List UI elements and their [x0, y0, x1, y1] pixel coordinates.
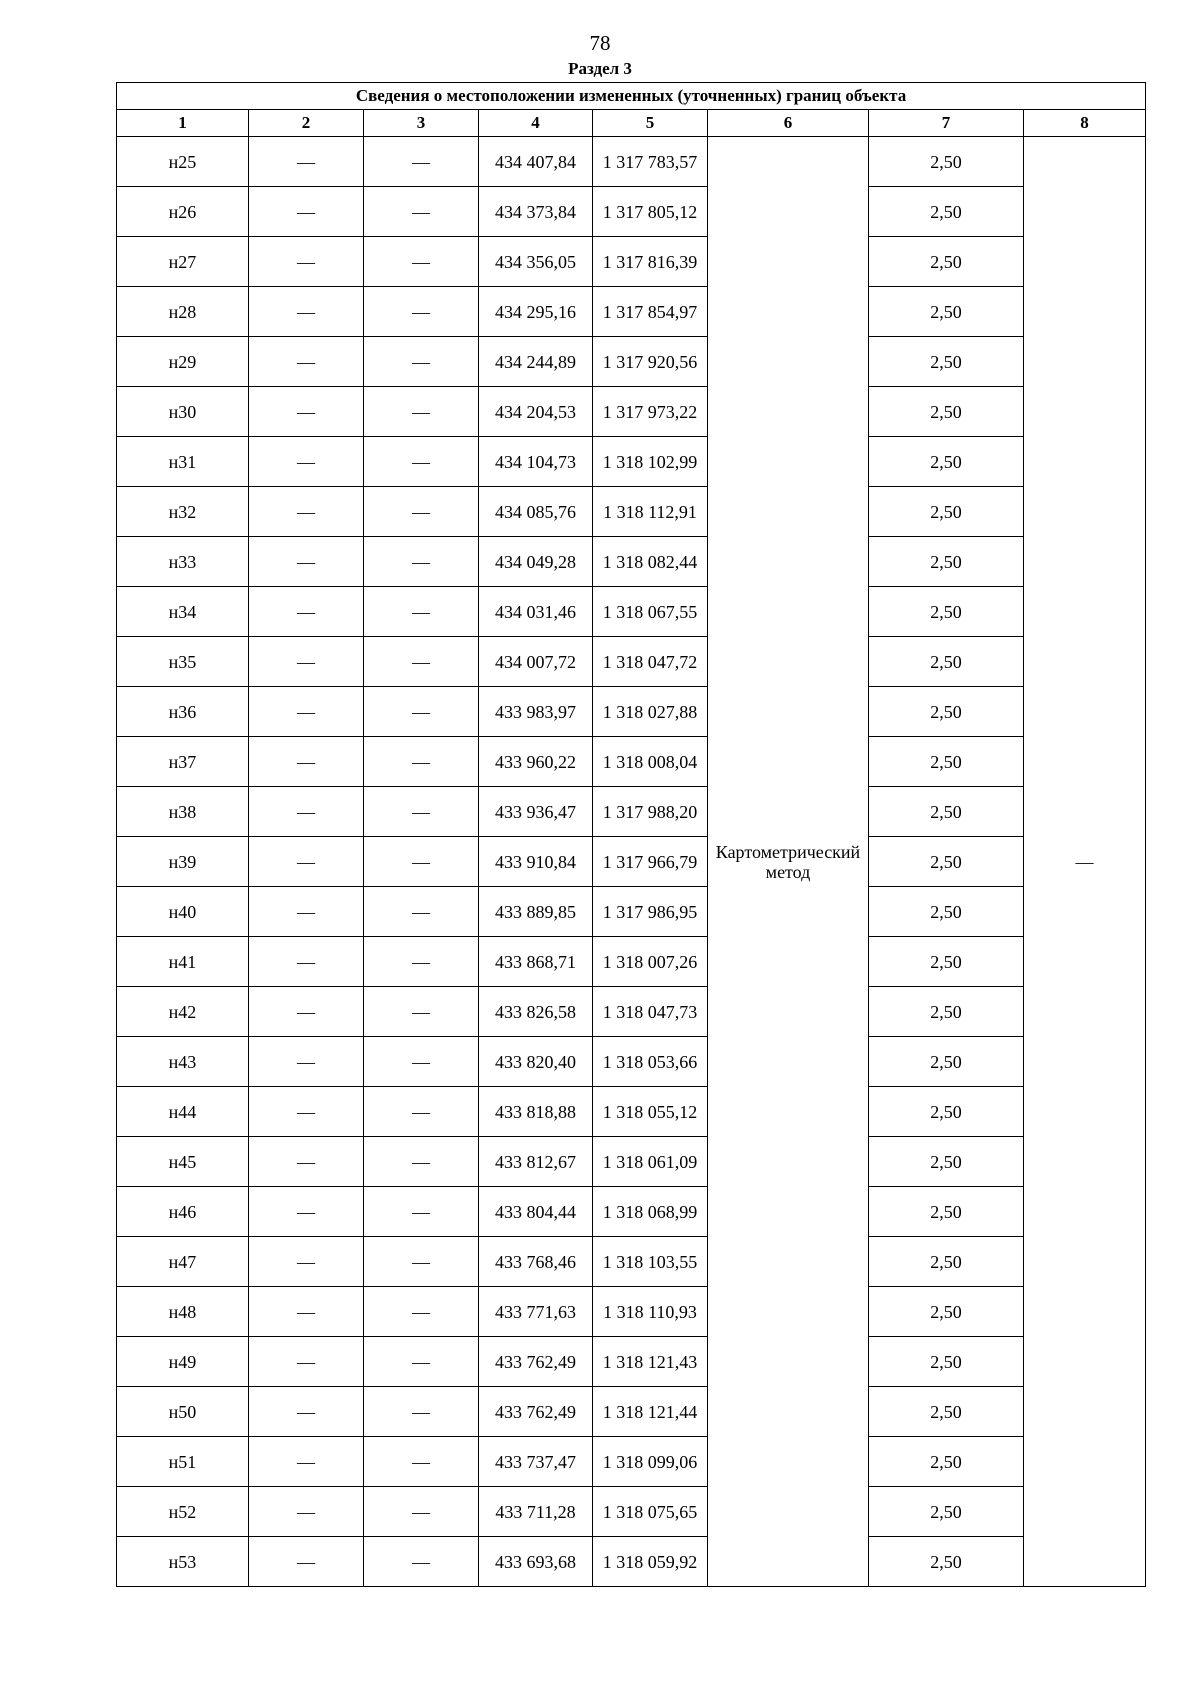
x-coordinate-cell: 433 983,97: [479, 687, 593, 737]
table-row: [117, 1337, 1146, 1387]
point-number-cell: н43: [117, 1037, 249, 1087]
point-number-cell: н30: [117, 387, 249, 437]
table-row: [117, 237, 1146, 287]
column-2-cell: —: [249, 437, 364, 487]
column-2-cell: —: [249, 787, 364, 837]
x-coordinate-cell: 433 910,84: [479, 837, 593, 887]
y-coordinate-cell: 1 318 082,44: [593, 537, 708, 587]
point-number-cell: н41: [117, 937, 249, 987]
table-row: [117, 1137, 1146, 1187]
y-coordinate-cell: 1 318 047,72: [593, 637, 708, 687]
column-2-cell: —: [249, 1287, 364, 1337]
accuracy-cell: 2,50: [869, 837, 1024, 887]
table-row: [117, 1487, 1146, 1537]
column-2-cell: —: [249, 237, 364, 287]
x-coordinate-cell: 434 049,28: [479, 537, 593, 587]
column-3-cell: —: [364, 1487, 479, 1537]
column-3-cell: —: [364, 937, 479, 987]
y-coordinate-cell: 1 317 783,57: [593, 137, 708, 187]
point-number-cell: н37: [117, 737, 249, 787]
x-coordinate-cell: 434 244,89: [479, 337, 593, 387]
x-coordinate-cell: 433 812,67: [479, 1137, 593, 1187]
column-header-row: [117, 110, 1146, 137]
table-row: [117, 687, 1146, 737]
column-3-cell: —: [364, 487, 479, 537]
y-coordinate-cell: 1 317 854,97: [593, 287, 708, 337]
x-coordinate-cell: 434 407,84: [479, 137, 593, 187]
accuracy-cell: 2,50: [869, 987, 1024, 1037]
column-2-cell: —: [249, 1337, 364, 1387]
y-coordinate-cell: 1 318 110,93: [593, 1287, 708, 1337]
column-3-cell: —: [364, 1137, 479, 1187]
y-coordinate-cell: 1 318 047,73: [593, 987, 708, 1037]
accuracy-cell: 2,50: [869, 1037, 1024, 1087]
column-3-cell: —: [364, 287, 479, 337]
x-coordinate-cell: 433 693,68: [479, 1537, 593, 1587]
column-3-cell: —: [364, 137, 479, 187]
column-3-cell: —: [364, 837, 479, 887]
column-2-cell: —: [249, 487, 364, 537]
column-header: 3: [364, 110, 479, 137]
column-3-cell: —: [364, 887, 479, 937]
x-coordinate-cell: 434 356,05: [479, 237, 593, 287]
table-row: [117, 137, 1146, 187]
column-2-cell: —: [249, 737, 364, 787]
x-coordinate-cell: 433 771,63: [479, 1287, 593, 1337]
y-coordinate-cell: 1 318 053,66: [593, 1037, 708, 1087]
point-number-cell: н36: [117, 687, 249, 737]
column-header: 2: [249, 110, 364, 137]
table-row: [117, 837, 1146, 887]
x-coordinate-cell: 434 007,72: [479, 637, 593, 687]
column-2-cell: —: [249, 987, 364, 1037]
y-coordinate-cell: 1 317 966,79: [593, 837, 708, 887]
accuracy-cell: 2,50: [869, 937, 1024, 987]
accuracy-cell: 2,50: [869, 1437, 1024, 1487]
y-coordinate-cell: 1 318 103,55: [593, 1237, 708, 1287]
column-3-cell: —: [364, 787, 479, 837]
y-coordinate-cell: 1 318 027,88: [593, 687, 708, 737]
column-2-cell: —: [249, 1537, 364, 1587]
point-number-cell: н45: [117, 1137, 249, 1187]
section-title: Раздел 3: [568, 59, 632, 78]
x-coordinate-cell: 433 711,28: [479, 1487, 593, 1537]
column-2-cell: —: [249, 887, 364, 937]
point-number-cell: н46: [117, 1187, 249, 1237]
method-cell: Картометрический метод: [708, 137, 869, 1587]
column-header: 4: [479, 110, 593, 137]
table-row: [117, 387, 1146, 437]
column-3-cell: —: [364, 1387, 479, 1437]
table-row: [117, 887, 1146, 937]
point-number-cell: н32: [117, 487, 249, 537]
x-coordinate-cell: 434 204,53: [479, 387, 593, 437]
point-number-cell: н35: [117, 637, 249, 687]
column-3-cell: —: [364, 1237, 479, 1287]
accuracy-cell: 2,50: [869, 337, 1024, 387]
y-coordinate-cell: 1 318 007,26: [593, 937, 708, 987]
point-number-cell: н28: [117, 287, 249, 337]
y-coordinate-cell: 1 317 816,39: [593, 237, 708, 287]
column-3-cell: —: [364, 1537, 479, 1587]
x-coordinate-cell: 433 804,44: [479, 1187, 593, 1237]
table-row: [117, 1037, 1146, 1087]
point-number-cell: н49: [117, 1337, 249, 1387]
point-number-cell: н42: [117, 987, 249, 1037]
column-3-cell: —: [364, 337, 479, 387]
accuracy-cell: 2,50: [869, 237, 1024, 287]
x-coordinate-cell: 434 031,46: [479, 587, 593, 637]
accuracy-cell: 2,50: [869, 587, 1024, 637]
y-coordinate-cell: 1 317 920,56: [593, 337, 708, 387]
column-3-cell: —: [364, 587, 479, 637]
accuracy-cell: 2,50: [869, 637, 1024, 687]
column-3-cell: —: [364, 187, 479, 237]
table-row: [117, 1387, 1146, 1437]
table-row: [117, 187, 1146, 237]
column-2-cell: —: [249, 637, 364, 687]
x-coordinate-cell: 433 889,85: [479, 887, 593, 937]
accuracy-cell: 2,50: [869, 1537, 1024, 1587]
table-row: [117, 1287, 1146, 1337]
y-coordinate-cell: 1 317 986,95: [593, 887, 708, 937]
column-2-cell: —: [249, 187, 364, 237]
accuracy-cell: 2,50: [869, 1287, 1024, 1337]
column-2-cell: —: [249, 1487, 364, 1537]
point-number-cell: н47: [117, 1237, 249, 1287]
x-coordinate-cell: 433 936,47: [479, 787, 593, 837]
y-coordinate-cell: 1 318 008,04: [593, 737, 708, 787]
table-body: [117, 137, 1146, 1587]
column-2-cell: —: [249, 537, 364, 587]
column-3-cell: —: [364, 1437, 479, 1487]
accuracy-cell: 2,50: [869, 1487, 1024, 1537]
accuracy-cell: 2,50: [869, 487, 1024, 537]
x-coordinate-cell: 433 820,40: [479, 1037, 593, 1087]
column-2-cell: —: [249, 1437, 364, 1487]
table-row: [117, 1537, 1146, 1587]
point-number-cell: н25: [117, 137, 249, 187]
column-2-cell: —: [249, 137, 364, 187]
x-coordinate-cell: 433 762,49: [479, 1387, 593, 1437]
column-2-cell: —: [249, 387, 364, 437]
x-coordinate-cell: 434 085,76: [479, 487, 593, 537]
point-number-cell: н34: [117, 587, 249, 637]
y-coordinate-cell: 1 317 988,20: [593, 787, 708, 837]
column-3-cell: —: [364, 1037, 479, 1087]
accuracy-cell: 2,50: [869, 1087, 1024, 1137]
table-caption-row: [117, 83, 1146, 110]
accuracy-cell: 2,50: [869, 1387, 1024, 1437]
point-number-cell: н50: [117, 1387, 249, 1437]
y-coordinate-cell: 1 318 055,12: [593, 1087, 708, 1137]
column-2-cell: —: [249, 1087, 364, 1137]
point-number-cell: н53: [117, 1537, 249, 1587]
table-row: [117, 1437, 1146, 1487]
column-3-cell: —: [364, 237, 479, 287]
column-header: 7: [869, 110, 1024, 137]
column-2-cell: —: [249, 587, 364, 637]
point-number-cell: н48: [117, 1287, 249, 1337]
table-row: [117, 737, 1146, 787]
column-3-cell: —: [364, 987, 479, 1037]
x-coordinate-cell: 433 960,22: [479, 737, 593, 787]
accuracy-cell: 2,50: [869, 1187, 1024, 1237]
boundary-coordinates-table: [116, 82, 1146, 1587]
x-coordinate-cell: 433 868,71: [479, 937, 593, 987]
column-2-cell: —: [249, 1137, 364, 1187]
column-header: 5: [593, 110, 708, 137]
accuracy-cell: 2,50: [869, 287, 1024, 337]
table-row: [117, 1187, 1146, 1237]
y-coordinate-cell: 1 318 121,44: [593, 1387, 708, 1437]
point-number-cell: н29: [117, 337, 249, 387]
accuracy-cell: 2,50: [869, 737, 1024, 787]
accuracy-cell: 2,50: [869, 1137, 1024, 1187]
accuracy-cell: 2,50: [869, 187, 1024, 237]
table-row: [117, 637, 1146, 687]
column-3-cell: —: [364, 737, 479, 787]
table-caption: Сведения о местоположении измененных (уточненных) границ объекта: [117, 83, 1146, 110]
x-coordinate-cell: 434 373,84: [479, 187, 593, 237]
y-coordinate-cell: 1 318 102,99: [593, 437, 708, 487]
accuracy-cell: 2,50: [869, 537, 1024, 587]
table-row: [117, 337, 1146, 387]
column-header: 8: [1024, 110, 1146, 137]
point-number-cell: н51: [117, 1437, 249, 1487]
y-coordinate-cell: 1 318 059,92: [593, 1537, 708, 1587]
y-coordinate-cell: 1 318 068,99: [593, 1187, 708, 1237]
column-8-cell: —: [1024, 137, 1146, 1587]
x-coordinate-cell: 433 818,88: [479, 1087, 593, 1137]
y-coordinate-cell: 1 317 973,22: [593, 387, 708, 437]
accuracy-cell: 2,50: [869, 137, 1024, 187]
point-number-cell: н44: [117, 1087, 249, 1137]
column-3-cell: —: [364, 687, 479, 737]
column-3-cell: —: [364, 437, 479, 487]
column-3-cell: —: [364, 1087, 479, 1137]
column-3-cell: —: [364, 1187, 479, 1237]
point-number-cell: н38: [117, 787, 249, 837]
x-coordinate-cell: 433 768,46: [479, 1237, 593, 1287]
x-coordinate-cell: 433 762,49: [479, 1337, 593, 1387]
column-2-cell: —: [249, 1237, 364, 1287]
x-coordinate-cell: 434 104,73: [479, 437, 593, 487]
point-number-cell: н40: [117, 887, 249, 937]
accuracy-cell: 2,50: [869, 887, 1024, 937]
table-row: [117, 787, 1146, 837]
column-2-cell: —: [249, 687, 364, 737]
table-row: [117, 1087, 1146, 1137]
y-coordinate-cell: 1 318 061,09: [593, 1137, 708, 1187]
x-coordinate-cell: 433 826,58: [479, 987, 593, 1037]
point-number-cell: н39: [117, 837, 249, 887]
column-2-cell: —: [249, 937, 364, 987]
y-coordinate-cell: 1 318 075,65: [593, 1487, 708, 1537]
column-3-cell: —: [364, 637, 479, 687]
column-3-cell: —: [364, 537, 479, 587]
table-row: [117, 437, 1146, 487]
column-2-cell: —: [249, 1387, 364, 1437]
x-coordinate-cell: 434 295,16: [479, 287, 593, 337]
point-number-cell: н27: [117, 237, 249, 287]
point-number-cell: н33: [117, 537, 249, 587]
accuracy-cell: 2,50: [869, 787, 1024, 837]
table-row: [117, 987, 1146, 1037]
column-3-cell: —: [364, 1337, 479, 1387]
y-coordinate-cell: 1 317 805,12: [593, 187, 708, 237]
y-coordinate-cell: 1 318 099,06: [593, 1437, 708, 1487]
point-number-cell: н26: [117, 187, 249, 237]
column-header: 1: [117, 110, 249, 137]
accuracy-cell: 2,50: [869, 1237, 1024, 1287]
column-3-cell: —: [364, 1287, 479, 1337]
column-2-cell: —: [249, 1037, 364, 1087]
x-coordinate-cell: 433 737,47: [479, 1437, 593, 1487]
page-number: 78: [589, 31, 611, 55]
y-coordinate-cell: 1 318 112,91: [593, 487, 708, 537]
column-3-cell: —: [364, 387, 479, 437]
column-2-cell: —: [249, 1187, 364, 1237]
column-2-cell: —: [249, 837, 364, 887]
y-coordinate-cell: 1 318 121,43: [593, 1337, 708, 1387]
table-row: [117, 937, 1146, 987]
point-number-cell: н31: [117, 437, 249, 487]
accuracy-cell: 2,50: [869, 687, 1024, 737]
point-number-cell: н52: [117, 1487, 249, 1537]
table-row: [117, 587, 1146, 637]
accuracy-cell: 2,50: [869, 387, 1024, 437]
column-header: 6: [708, 110, 869, 137]
table-row: [117, 1237, 1146, 1287]
column-2-cell: —: [249, 287, 364, 337]
table-row: [117, 287, 1146, 337]
table-row: [117, 537, 1146, 587]
column-2-cell: —: [249, 337, 364, 387]
y-coordinate-cell: 1 318 067,55: [593, 587, 708, 637]
accuracy-cell: 2,50: [869, 437, 1024, 487]
accuracy-cell: 2,50: [869, 1337, 1024, 1387]
table-row: [117, 487, 1146, 537]
